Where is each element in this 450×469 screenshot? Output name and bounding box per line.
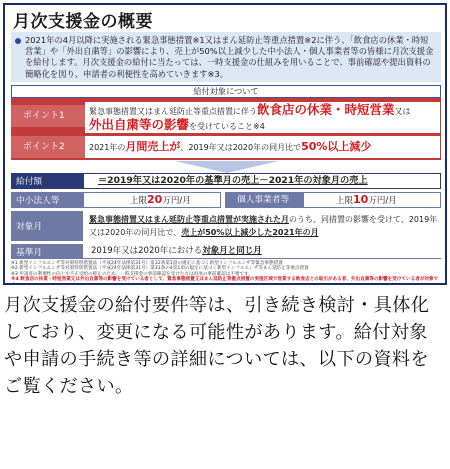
point1-body	[85, 102, 440, 133]
sme-limit-unit: 万円/月	[162, 196, 191, 206]
sme-limit-pre: 上限	[130, 196, 148, 206]
amount-value: ＝2019年又は2020年の基準月の売上－2021年の対象月の売上	[83, 173, 441, 189]
sme-label: 中小法人等	[11, 192, 83, 208]
point2-pre: 2021年の	[89, 143, 126, 152]
footnote-2: ※2 新型インフルエンザ等対策特別措置法（平成24年法律第31号）第31条の4第1項の規定に基づく新型インフルエンザ等まん延防止等重点措置	[11, 266, 309, 272]
target-month-value	[83, 211, 441, 241]
point1-post: を受けていること※4	[189, 122, 265, 131]
individual-label: 個人事業者等	[225, 192, 303, 208]
point2-red2: 50%以上減少	[301, 140, 372, 153]
footnote-1: ※1 新型インフルエンザ等対策特別措置法（平成24年法律第31号）第32条第1項の規定に基づく新型インフルエンザ等緊急事態措置	[11, 261, 283, 266]
notice-text: 月次支援金の給付要件等は、引き続き検討・具体化しており、変更になる可能性があります。給付対象や申請の手続き等の詳細については、以下の資料をご覧ください。	[4, 295, 430, 397]
intro-text: 2021年の4月以降に実施される緊急事態措置※1又はまん延防止等重点措置※2に伴う、「飲食店の休業・時短営業」や「外出自粛等」の影響により、売上が50%以上減少した中小法人・個人事業者等の皆様に月次支援金を給付します。月次支援金の給付に当たっては、一時支援金の仕組みを用いることで、事前確認や提出資料の簡略化を図り、申請者の利便性を高めていきます※3。	[25, 35, 434, 79]
target-month-line1: のうち、同措置の影響を受けて、2019年又は2020年の同月比で、	[89, 215, 438, 237]
point2-mid: 、2019年又は2020年の同月比で	[180, 143, 302, 152]
summary-card	[3, 3, 447, 285]
footnote-3: ※3 申請者の利便性の向上や不正受給の抑止のため、一時支援金の事前確認を受けた方は再度の事前確認は不要です。	[11, 271, 253, 277]
point1-red1: 飲食店の休業・時短営業	[257, 102, 395, 117]
card-title: 月次支援金の概要	[13, 12, 153, 32]
sme-limit-num: 20	[147, 193, 163, 206]
base-month-value	[83, 244, 441, 259]
base-month-u: 対象月と同じ月	[202, 246, 262, 256]
down-arrow-icon	[175, 161, 279, 173]
bullet-icon	[15, 38, 21, 44]
point2-red1: 月間売上が	[125, 140, 181, 153]
point1-pre: 緊急事態措置又はまん延防止等重点措置に伴う	[89, 107, 257, 116]
row-base-month	[11, 244, 441, 259]
footnote-4: ※4 飲食店の休業・時短営業又は外出自粛等の影響を受けている者として、緊急事態措置又はまん延防止等重点措置の実施区域で営業する飲食店との取引がある者、外出自粛等の影響を受けている者が対象で	[11, 277, 439, 283]
individual-limit-num: 10	[353, 193, 369, 206]
row-target-month	[11, 211, 441, 241]
target-month-label: 対象月	[11, 211, 83, 241]
point2-body	[85, 136, 440, 158]
target-month-line1-u: 緊急事態措置又はまん延防止等重点措置が実施された月	[89, 215, 289, 224]
individual-limit-pre: 上限	[336, 196, 354, 206]
footnotes	[11, 261, 443, 285]
point1-label: ポイント1	[11, 105, 85, 127]
base-month-label: 基準月	[11, 244, 83, 259]
eligibility-header: 給付対象について	[11, 85, 441, 98]
row-amount	[11, 173, 441, 189]
intro-box	[11, 32, 441, 82]
amount-label: 給付額	[11, 173, 83, 189]
base-month-pre: 2019年又は2020年における	[91, 246, 203, 256]
individual-limit	[303, 192, 441, 208]
row-limits	[11, 192, 441, 208]
point2-label: ポイント2	[11, 136, 85, 158]
point1-mid: 又は	[394, 107, 411, 116]
target-month-line2-u: 売上が50%以上減少した2021年の月	[181, 228, 319, 237]
individual-limit-unit: 万円/月	[368, 196, 397, 206]
sme-limit	[83, 192, 221, 208]
point1-red2: 外出自粛等の影響	[89, 117, 190, 132]
